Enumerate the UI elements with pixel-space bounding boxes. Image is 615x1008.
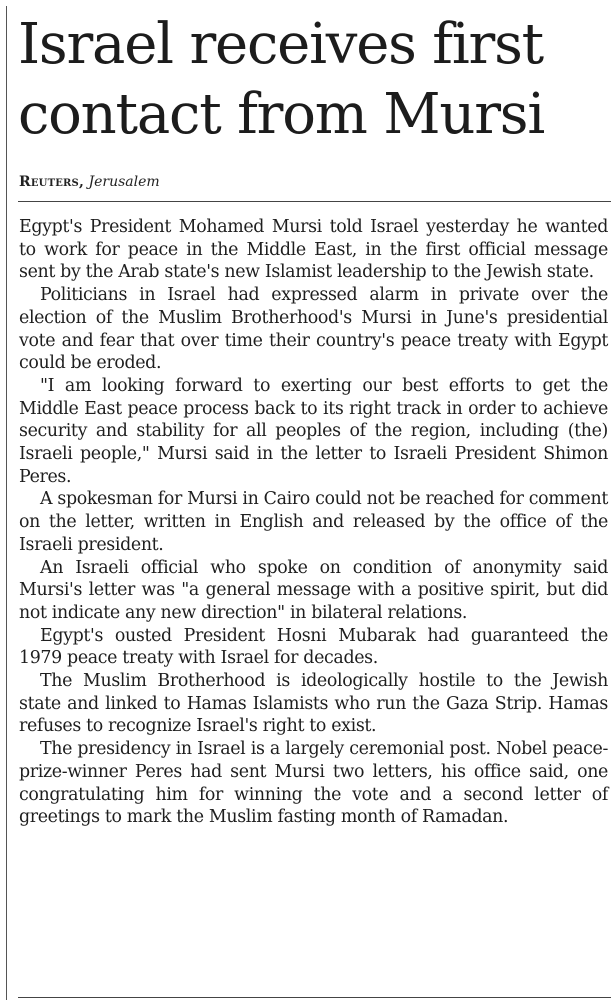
paragraph: The presidency in Israel is a largely ceremonial post. Nobel peace-prize-winner Peres had sent Mursi two letters, his office said, one congratulating him for winning the vote and a second letter of greetings to mark the Muslim fasting month of Ramadan.: [19, 739, 608, 828]
paragraph: An Israeli official who spoke on condition of anonymity said Mursi's letter was "a general message with a positive spirit, but did not indicate any new direction" in bilateral relations.: [19, 557, 608, 623]
byline-location: Jerusalem: [88, 174, 160, 190]
paragraph: Politicians in Israel had expressed alarm in private over the election of the Muslim Brotherhood's Mursi in June's presidential vote and fear that over time their country's peace treaty with Egypt could be eroded.: [19, 285, 608, 374]
byline: [19, 174, 160, 190]
byline-divider: [18, 201, 611, 202]
byline-agency: Reuters,: [19, 174, 85, 190]
paragraph: Egypt's ousted President Hosni Mubarak had guaranteed the 1979 peace treaty with Israel for decades.: [19, 625, 608, 669]
paragraph: The Muslim Brotherhood is ideologically hostile to the Jewish state and linked to Hamas Islamists who run the Gaza Strip. Hamas refuses to recognize Israel's right to exist.: [19, 671, 608, 737]
column-left-rule: [6, 6, 7, 1000]
bottom-divider: [18, 997, 611, 998]
headline: Israel receives first contact from Mursi: [18, 12, 545, 147]
article-body: [19, 216, 608, 829]
paragraph: "I am looking forward to exerting our best efforts to get the Middle East peace process back to its right track in order to achieve security and stability for all peoples of the region, including (the) Israeli people," Mursi said in the letter to Israeli President Shimon Peres.: [19, 375, 608, 487]
paragraph: A spokesman for Mursi in Cairo could not be reached for comment on the letter, written in English and released by the office of the Israeli president.: [19, 489, 608, 555]
paragraph: Egypt's President Mohamed Mursi told Israel yesterday he wanted to work for peace in the Middle East, in the first official message sent by the Arab state's new Islamist leadership to the Jewish state.: [19, 217, 608, 283]
